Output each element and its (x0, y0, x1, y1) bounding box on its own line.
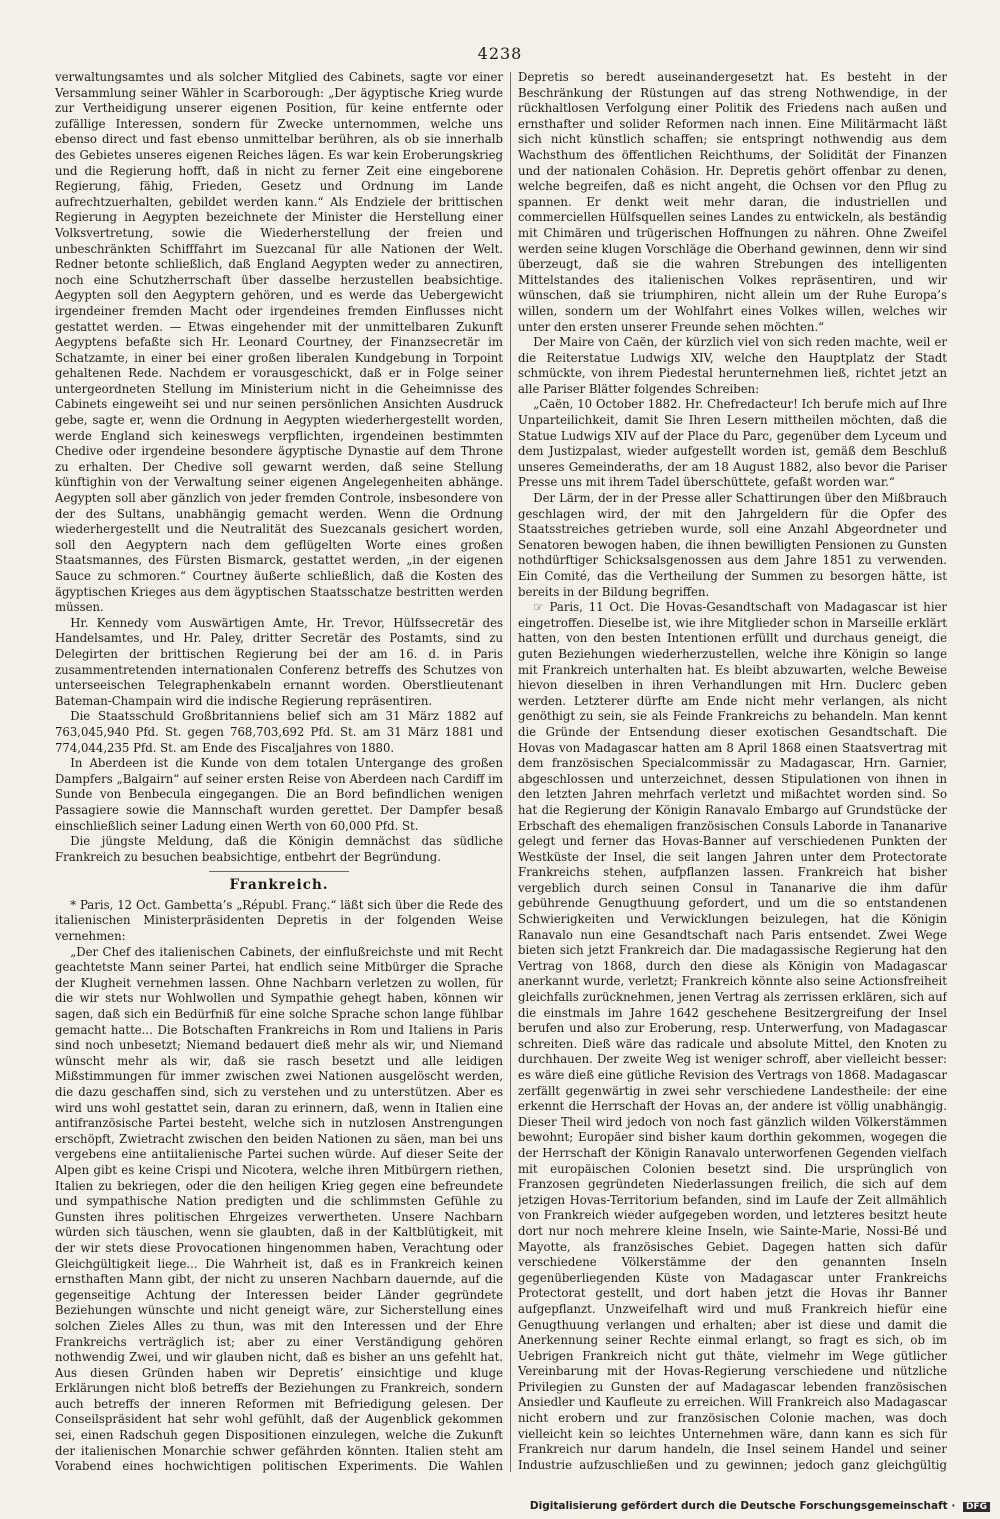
article-paragraph: verwaltungsamtes und als solcher Mitglied des Cabinets, sagte vor einer Versammlung seiner Wähler in Scarborough: „Der ägyptische Krieg wurde zur Vertheidigung unserer eigenen Position, für keine entfernte oder zufällige Interessen, sondern für Zwecke unternommen, welche uns ebenso direct und fast ebenso unmittelbar berühren, als ob sie innerhalb des Gebietes unseres eigenen Reiches lägen. Es war kein Eroberungskrieg und die Regierung hofft, daß in nicht zu ferner Zeit eine eingeborene Regierung, fähig, Frieden, Gesetz und Ordnung im Lande aufrechtzuerhalten, gebildet werden kann.“ Als Endziele der brittischen Regierung in Aegypten bezeichnete der Minister die Herstellung einer Volksvertretung, sowie die Wiederherstellung der freien und unbeschränkten Schifffahrt im Suezcanal für alle Nationen der Welt. Redner betonte schließlich, daß England Aegypten weder zu annectiren, noch eine Schutzherrschaft über dasselbe herzustellen beabsichtige. Aegypten soll den Aegyptern gehören, und es werde das Uebergewicht irgendeiner fremden Macht oder irgendeines fremden Einflusses nicht gestattet werden. — Etwas eingehender mit der unmittelbaren Zukunft Aegyptens befaßte sich Hr. Leonard Courtney, der Finanzsecretär im Schatzamte, in einer bei einer großen liberalen Kundgebung in Torpoint gehaltenen Rede. Nachdem er vorausgeschickt, daß er in Folge seiner untergeordneten Stellung im Ministerium nicht in die Geheimnisse des Cabinets eingeweiht sei und nur seinen persönlichen Ansichten Ausdruck gebe, sagte er, wenn die Ordnung in Aegypten wiederhergestellt worden, werde England sich keineswegs verpflichten, irgendeinen bestimmten Chedive oder irgendeine besondere ägyptische Dynastie auf dem Throne zu erhalten. Der Chedive soll gewarnt werden, daß seine Stellung künftighin von der Verwaltung seiner eigenen Angelegenheiten abhänge. Aegypten soll aber gänzlich von jeder fremden Controle, insbesondere von der des Sultans, unabhängig gemacht werden. Wenn die Ordnung wiederhergestellt und die Neutralität des Suezcanals gesichert worden, soll den Aegyptern nach dem geflügelten Worte eines großen Staatsmannes, des Fürsten Bismarck, gestattet werden, „in der eigenen Sauce zu schmoren.“ Courtney äußerte schließlich, daß die Kosten des ägyptischen Krieges aus dem ägyptischen Staatsschatze bestritten werden müssen. (55, 70, 503, 615)
quoted-article: „Der Chef des italienischen Cabinets, der einflußreichste und mit Recht geachtetste Mann seiner Partei, hat endlich seine Mitbürger die Sprache der Klugheit vernehmen lassen. Ohne Nachbarn verletzen zu wollen, für die wir stets nur Wohlwollen und Sympathie gehegt haben, können wir sagen, daß sich ein Bedürfniß für eine solche Sprache schon lange fühlbar gemacht hatte... Die Botschaften Frankreichs in Rom und Italiens in Paris sind noch unbesetzt; Niemand bedauert dieß mehr als wir, und Niemand wünscht mehr als wir, daß sie rasch besetzt und alle leidigen Mißstimmungen für immer zwischen zwei Nationen ausgelöscht werden, die dazu geschaffen sind, sich zu verstehen und zu unterstützen. Aber es wird uns wohl gestattet sein, daran zu erinnern, daß, wenn in Italien eine antifranzösische Partei besteht, welche sich in nutzlosen Anstrengungen erschöpft, Zwietracht zwischen den beiden Nationen zu säen, man bei uns vergebens eine antiitalienische Partei suchen würde. Auf dieser Seite der Alpen gibt es keine Crispi und Nicotera, welche ihren Mitbürgern riethen, Italien zu bekriegen, oder die den heiligen Krieg gegen eine befreundete und sympathische Nation predigten und die schlimmsten Gefühle zu Gunsten ihres politischen Ehrgeizes verwertheten. Unsere Nachbarn würden sich täuschen, wenn sie glaubten, daß in der Kaltblütigkeit, mit der wir stets diese Provocationen hingenommen haben, Verachtung oder Gleichgültigkeit liege... Die Wahrheit ist, daß es in Frankreich keinen ernsthaften Mann gibt, der nicht zu unseren Nachbarn dauernde, auf die gegenseitige Achtung der Interessen beider Länder gegründete Beziehungen wünschte und nicht geneigt wäre, zur Sicherstellung eines solchen Zieles Alles zu thun, was mit den Interessen und der Ehre Frankreichs verträglich ist; aber zu einer Verständigung gehören nothwendig Zwei, und wir glauben nicht, daß es bisher an uns gefehlt hat. Aus diesen Gründen haben wir Depretis’ einsichtige und kluge Erklärungen nicht bloß betreffs der Beziehungen zu Frankreich, sondern auch betreffs der inneren Reformen mit Befriedigung gelesen. Der Conseilspräsident hat sehr wohl gefühlt, daß der Augenblick gekommen sei, einen Radschuh gegen Dispositionen einzulegen, welche die Zukunft der italienischen Monarchie schwer gefährden könnten. Italien steht am Vorabend eines hochwichtigen politischen Experiments. Die Wahlen (55, 944, 503, 1474)
article-paragraph: In Aberdeen ist die Kunde von dem totalen Untergange des großen Dampfers „Balgairn“ auf seiner ersten Reise von Aberdeen nach Cardiff im Sunde von Benbecula eingegangen. Die an Bord befindlichen wenigen Passagiere sowie die Mannschaft wurden gerettet. Der Dampfer besaß einschließlich seiner Ladung einen Werth von 60,000 Pfd. St. (55, 756, 503, 833)
footer-text: Digitalisierung gefördert durch die Deutsche Forschungsgemeinschaft · (529, 1500, 956, 1512)
left-column (55, 70, 503, 1475)
article-paragraph: Der Maire von Caën, der kürzlich viel von sich reden machte, weil er die Reiterstatue Ludwigs XIV, welche den Hauptplatz der Stadt schmückte, von ihrem Piedestal herunternehmen ließ, richtet jetzt an alle Pariser Blätter folgendes Schreiben: (518, 335, 947, 396)
article-paragraph: Hr. Kennedy vom Auswärtigen Amte, Hr. Trevor, Hülfssecretär des Handelsamtes, und Hr. Paley, dritter Secretär des Postamts, sind zu Delegirten der brittischen Regierung bei der am 16. d. in Paris zusammentretenden internationalen Conferenz betreffs des Schutzes von unterseeischen Telegraphenkabeln ernannt worden. Oberstlieutenant Bateman-Champain wird die indische Regierung repräsentiren. (55, 615, 503, 708)
section-heading: Frankreich. (229, 877, 329, 894)
quoted-letter: „Caën, 10 October 1882. Hr. Chefredacteur! Ich berufe mich auf Ihre Unparteilichkeit, damit Sie Ihren Lesern mittheilen möchten, daß die Statue Ludwigs XIV auf der Place du Parc, gegenüber dem Lyceum und dem Justizpalast, wieder aufgestellt worden ist, gemäß dem Beschluß unseres Gemeinderaths, der am 18 August 1882, also bevor die Pariser Presse uns mit ihrem Tadel überschüttete, gefaßt worden war.“ (518, 397, 947, 490)
article-paragraph: Depretis so beredt auseinandergesetzt hat. Es besteht in der Beschränkung der Rüstungen auf das streng Nothwendige, in der rückhaltlosen Verfolgung einer Politik des Friedens nach außen und ernsthafter und solider Reformen nach innen. Eine Militärmacht läßt sich nicht künstlich schaffen; sie entspringt nothwendig aus dem Wachsthum des öffentlichen Reichthums, der Solidität der Finanzen und der nationalen Cohäsion. Hr. Depretis gehört offenbar zu denen, welche begreifen, daß es nicht angeht, die Ochsen vor den Pflug zu spannen. Er denkt weit mehr daran, die industriellen und commerciellen Hülfsquellen seines Landes zu entwickeln, als beständig mit Chimären und trügerischen Hoffnungen zu nähren. Ohne Zweifel werden seine klugen Vorschläge die Oberhand gewinnen, denn wir sind überzeugt, daß sie die wahren Strebungen des intelligenten Mittelstandes des italienischen Volkes repräsentiren, und wir wünschen, daß sie triumphiren, nicht allein um der Ruhe Europa’s willen, sondern um der Wohlfahrt eines Volkes willen, welches wir unter den ersten unserer Freunde sehen möchten.“ (518, 70, 947, 334)
dispatch-madagascar: ☞ Paris, 11 Oct. Die Hovas-Gesandtschaft von Madagascar ist hier eingetroffen. Dieselbe ist, wie ihre Mitglieder schon in Marseille erklärt hatten, von den besten Intentionen erfüllt und durchaus geneigt, die guten Beziehungen wiederherzustellen, welche ihre Königin so lange mit Frankreich unterhalten hat. Es bleibt abzuwarten, welche Beweise hievon dieselben in ihren Verhandlungen mit Hrn. Duclerc geben werden. Letzterer dürfte am Ende nicht mehr verlangen, als nicht genöthigt zu sein, sie als Feinde Frankreichs zu behandeln. Man kennt die Gründe der Entsendung dieser exotischen Gesandtschaft. Die Hovas von Madagascar hatten am 8 April 1868 einen Staatsvertrag mit dem französischen Specialcommissär zu Madagascar, Hrn. Garnier, abgeschlossen und unterzeichnet, dessen Stipulationen von ihnen in den letzten Jahren mehrfach verletzt und mißachtet worden sind. So hat die Regierung der Königin Ranavalo Embargo auf Grundstücke der Erbschaft des ehemaligen französischen Consuls Laborde in Tananarive gelegt und ferner das Hovas-Banner auf verschiedenen Punkten der Westküste der Insel, die seit langen Jahren unter dem Protectorate Frankreichs stehen, aufpflanzen lassen. Frankreich hat bisher vergeblich durch seinen Consul in Tananarive die ihm dafür gebührende Genugthuung gefordert, und um die so entstandenen Schwierigkeiten und Verwicklungen beizulegen, hat die Königin Ranavalo nun eine Gesandtschaft nach Paris entsendet. Zwei Wege bieten sich jetzt Frankreich dar. Die madagassische Regierung hat den Vertrag von 1868, durch den diese als Königin von Madagascar anerkannt wurde, verletzt; Frankreich könnte also seine Actionsfreiheit gleichfalls zurücknehmen, jenen Vertrag als zerrissen erklären, sich auf die einstmals im Jahre 1642 geschehene Besitzergreifung der Insel berufen und also zur Eroberung, resp. Unterwerfung, von Madagascar schreiten. Dieß wäre das radicale und absolute Mittel, den Knoten zu durchhauen. Der zweite Weg ist weniger schroff, aber vielleicht besser: es wäre dieß eine gütliche Revision des Vertrags von 1868. Madagascar zerfällt gegenwärtig in zwei sehr verschiedene Landestheile: der eine erkennt die Herrschaft der Hovas an, der andere ist völlig unabhängig. Dieser Theil wird jedoch von noch fast gänzlich wilden Völkerstämmen bewohnt; Europäer sind bisher kaum dorthin gekommen, wogegen die der Herrschaft der Königin Ranavalo unterworfenen Gegenden vielfach mit europäischen Colonien besetzt sind. Die ursprünglich von Franzosen gegründeten Niederlassungen freilich, die sich auf dem jetzigen Hovas-Territorium befanden, sind im Laufe der Zeit allmählich von Frankreich wieder aufgegeben worden, und letzteres besitzt heute dort nur noch mehrere kleine Inseln, wie Sainte-Marie, Nossi-Bé und Mayotte, als französisches Gebiet. Dagegen hatten sich dafür verschiedene Völkerstämme der den genannten Inseln gegenüberliegenden Küste von Madagascar unter Frankreichs Protectorat gestellt, und dort haben jetzt die Hovas ihr Banner aufgepflanzt. Unzweifelhaft wird und muß Frankreich hiefür eine Genugthuung verlangen und erhalten; aber ist diese und damit die Anerkennung seiner Rechte einmal erlangt, so fragt es sich, ob im Uebrigen Frankreich nicht gut thäte, vielmehr im Wege gütlicher Vereinbarung mit der Hovas-Regierung verschiedene und nützliche Privilegien zu Gunsten der auf Madagascar lebenden französischen Ansiedler und Kaufleute zu erreichen. Will Frankreich also Madagascar nicht erobern und zur französischen Colonie machen, was doch vielleicht kein so leichtes Unternehmen wäre, dann kann es sich für Frankreich nur darum handeln, die Insel seinem Handel und seiner Industrie aufzuschließen und zu gewinnen; jedoch ganz gleichgültig (518, 600, 947, 1472)
right-column (518, 70, 947, 1475)
article-paragraph: Der Lärm, der in der Presse aller Schattirungen über den Mißbrauch geschlagen wird, der mit den Jahrgeldern für die Opfer des Staatsstreiches getrieben wurde, soll eine Anzahl Abgeordneter und Senatoren bewogen haben, die ihnen bewilligten Pensionen zu Gunsten nothdürftiger Schicksalsgenossen aus dem Jahre 1851 zu verwenden. Ein Comité, das die Vertheilung der Summen zu besorgen hätte, ist bereits in der Bildung begriffen. (518, 491, 947, 599)
footer-credit (0, 1500, 990, 1512)
page-number: 4238 (477, 44, 523, 63)
article-paragraph: Die jüngste Meldung, daß die Königin demnächst das südliche Frankreich zu besuchen beabsichtige, entbehrt der Begründung. (55, 834, 503, 864)
dispatch-intro: * Paris, 12 Oct. Gambetta’s „Républ. Franç.“ läßt sich über die Rede des italienischen Ministerpräsidenten Depretis in der folgenden Weise vernehmen: (55, 897, 503, 944)
dfg-logo: DFG (963, 1502, 990, 1512)
article-paragraph: Die Staatsschuld Großbritanniens belief sich am 31 März 1882 auf 763,045,940 Pfd. St. gegen 768,703,692 Pfd. St. am 31 März 1881 und 774,044,235 Pfd. St. am Ende des Fiscaljahres von 1880. (55, 709, 503, 755)
column-divider (510, 72, 511, 1472)
section-rule (209, 871, 349, 872)
